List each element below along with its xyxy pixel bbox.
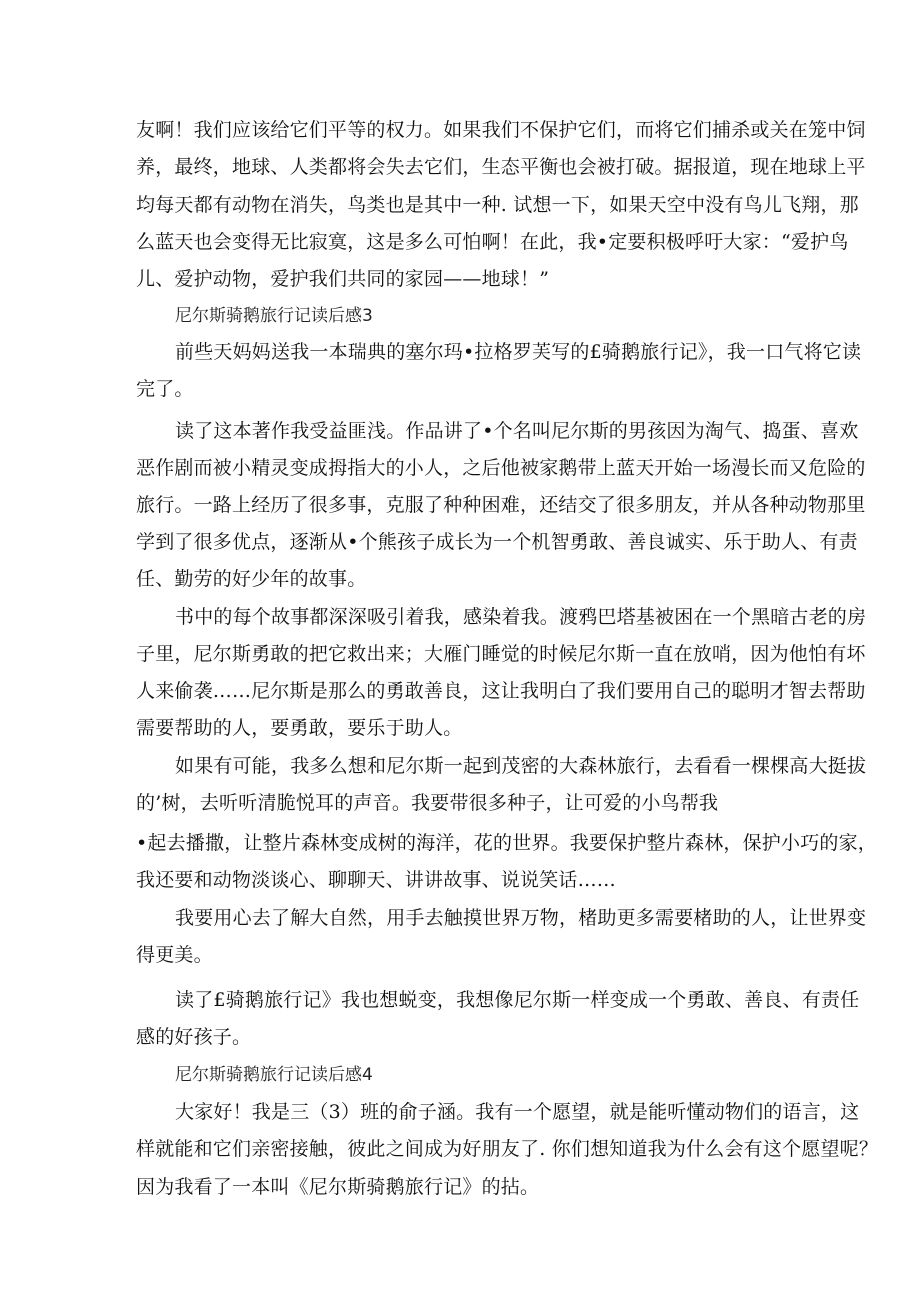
s3-p2-line-4: 学到了很多优点，逐渐从•个熊孩子成长为一个机智勇敢、善良诚实、乐于助人、有责: [136, 531, 858, 553]
intro-line-1: 友啊！我们应该给它们平等的权力。如果我们不保护它们，而将它们捕杀或关在笼中饲: [136, 119, 866, 141]
s3-p5-line-2: 得更美。: [136, 944, 213, 966]
intro-line-3: 均每天都有动物在消失，鸟类也是其中一种. 试想一下，如果天空中没有鸟儿飞翔，那: [136, 194, 859, 216]
intro-line-2: 养，最终，地球、人类都将会失去它们，生态平衡也会被打破。据报道，现在地球上平: [136, 156, 866, 178]
s3-p2-line-2: 恶作剧而被小精灵变成拇指大的小人，之后他被家鹅带上蓝天开始一场漫长而又危险的: [136, 457, 866, 479]
s3-p4-line-4: 我还要和动物淡谈心、聊聊天、讲讲故事、说说笑话……: [136, 869, 617, 891]
s4-p1-line-2: 样就能和它们亲密接触，彼此之间成为好朋友了. 你们想知道我为什么会有这个愿望呢？: [136, 1138, 879, 1160]
s3-p3-line-2: 子里，尼尔斯勇敢的把它救出来；大雁门睡觉的时候尼尔斯一直在放哨，因为他怕有坏: [136, 643, 866, 665]
s3-p1-line-1: 前些天妈妈送我一本瑞典的塞尔玛•拉格罗芙写的£骑鹅旅行记》，我一口气将它读: [175, 341, 862, 363]
section-heading-3: 尼尔斯骑鹅旅行记读后感3: [175, 306, 373, 326]
s3-p4-line-1: 如果有可能，我多么想和尼尔斯一起到茂密的大森林旅行，去看看一棵棵高大挺拔: [175, 755, 867, 777]
s3-p4-line-2: 的’树，去听听清脆悦耳的声音。我要带很多种子，让可爱的小鸟帮我: [136, 792, 719, 814]
s3-p6-line-2: 感的好孩子。: [136, 1026, 252, 1048]
s3-p2-line-5: 任、勤劳的好少年的故事。: [136, 568, 367, 590]
s3-p6-line-1: 读了£骑鹅旅行记》我也想蜕变，我想像尼尔斯一样变成一个勇敢、善良、有责任: [175, 989, 860, 1011]
s3-p3-line-1: 书中的每个故事都深深吸引着我，感染着我。渡鸦巴塔基被困在一个黑暗古老的房: [175, 606, 867, 628]
section-heading-4: 尼尔斯骑鹅旅行记读后感4: [175, 1065, 373, 1085]
s4-p1-line-1: 大家好！我是三（3）班的俞子涵。我有一个愿望，就是能听懂动物们的语言，这: [175, 1101, 860, 1123]
intro-line-5: 儿、爱护动物，爱护我们共同的家园——地球！”: [136, 268, 550, 290]
s3-p3-line-3: 人来偷袭……尼尔斯是那么的勇敢善良，这让我明白了我们要用自己的聪明才智去帮助: [136, 680, 866, 702]
s4-p1-line-3: 因为我看了一本叫《尼尔斯骑鹅旅行记》的拈。: [136, 1176, 540, 1198]
s3-p5-line-1: 我要用心去了解大自然，用手去触摸世界万物，楮助更多需要楮助的人，让世界变: [175, 907, 867, 929]
s3-p4-line-3: •起去播撒，让整片森林变成树的海洋，花的世界。我要保护整片森林，保护小巧的家，: [136, 832, 878, 854]
s3-p1-line-2: 完了。: [136, 378, 194, 400]
s3-p2-line-3: 旅行。一路上经历了很多事，克服了种种困难，还结交了很多朋友，并从各种动物那里: [136, 494, 866, 516]
s3-p2-line-1: 读了这本著作我受益匪浅。作品讲了•个名叫尼尔斯的男孩因为淘气、捣蛋、喜欢: [175, 420, 859, 442]
s3-p3-line-4: 需要帮助的人，要勇敢，要乐于助人。: [136, 717, 463, 739]
intro-line-4: 么蓝天也会变得无比寂寞，这是多么可怕啊！在此，我•定要积极呼吁大家：“爱护鸟: [136, 231, 849, 253]
